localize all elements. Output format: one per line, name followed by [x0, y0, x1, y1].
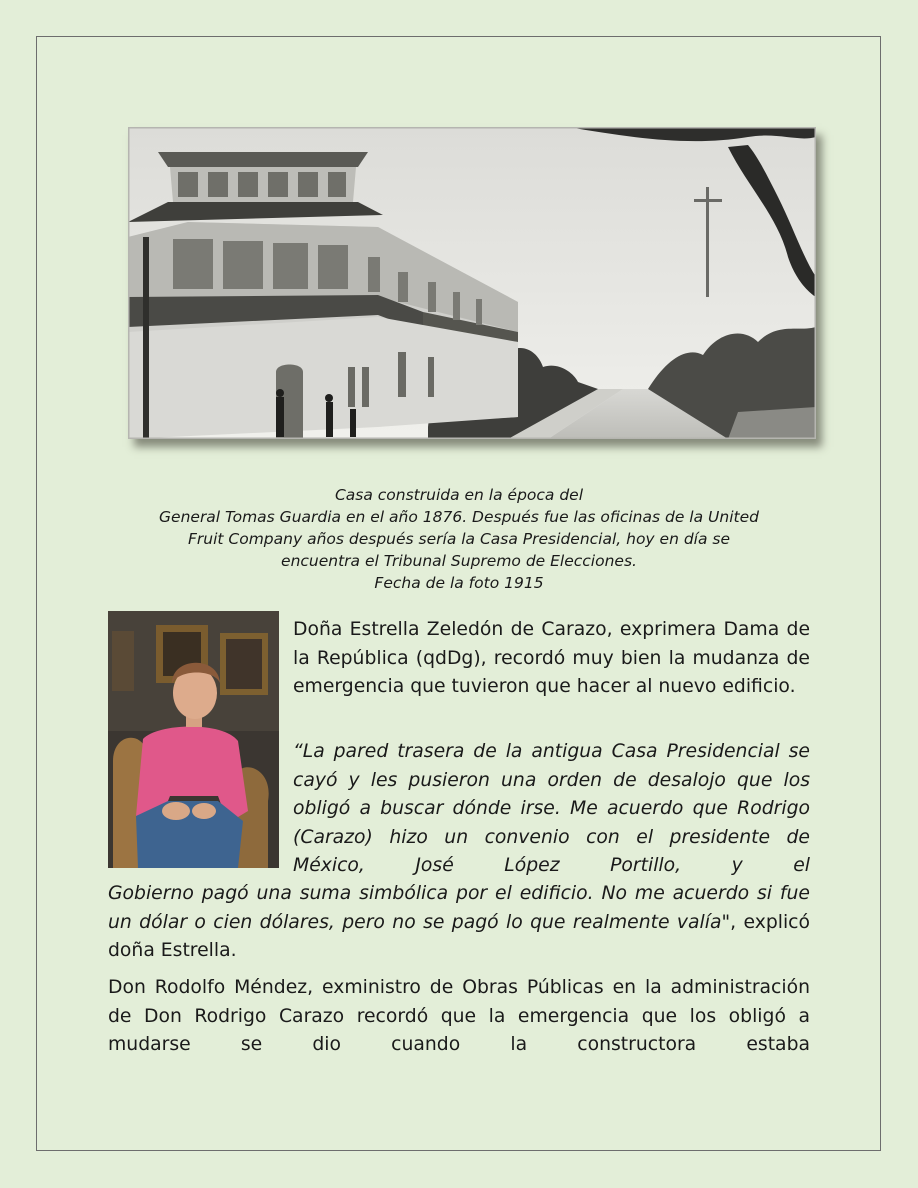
caption-line-2: General Tomas Guardia en el año 1876. Después fue las oficinas de la United: [159, 508, 759, 526]
photo-caption: [100, 484, 818, 594]
paragraph-intro: Doña Estrella Zeledón de Carazo, exprimera Dama de la República (qdDg), recordó muy bien la mudanza de emergencia que tuvieron que hacer al nuevo edificio.: [293, 619, 810, 697]
caption-line-1: Casa construida en la época del: [334, 486, 584, 504]
caption-line-5: Fecha de la foto 1915: [374, 574, 544, 592]
caption-line-3: Fruit Company años después sería la Casa Presidencial, hoy en día se: [187, 530, 730, 548]
quote-second-part: Gobierno pagó una suma simbólica por el edificio. No me acuerdo si fue un dólar o cien dólares, pero no se pagó lo que realmente valía: [108, 883, 810, 933]
caption-line-4: encuentra el Tribunal Supremo de Elecciones.: [281, 552, 637, 570]
quote-first-part: “La pared trasera de la antigua Casa Presidencial se cayó y les pusieron una orden de desalojo que los obligó a buscar dónde irse. Me acuerdo que Rodrigo (Carazo) hizo un convenio con el presidente de México, José López Portillo, y el: [293, 741, 810, 876]
paragraph-rodolfo: Don Rodolfo Méndez, exministro de Obras Públicas en la administración de Don Rodrigo Carazo recordó que la emergencia que los obligó a mudarse se dio cuando la constructora estaba: [108, 977, 810, 1055]
quote-attribution: ", explicó doña Estrella.: [108, 911, 811, 961]
quote-continuation: [108, 880, 810, 966]
historic-house-photo: [128, 127, 816, 439]
portrait-photo: [108, 611, 279, 868]
